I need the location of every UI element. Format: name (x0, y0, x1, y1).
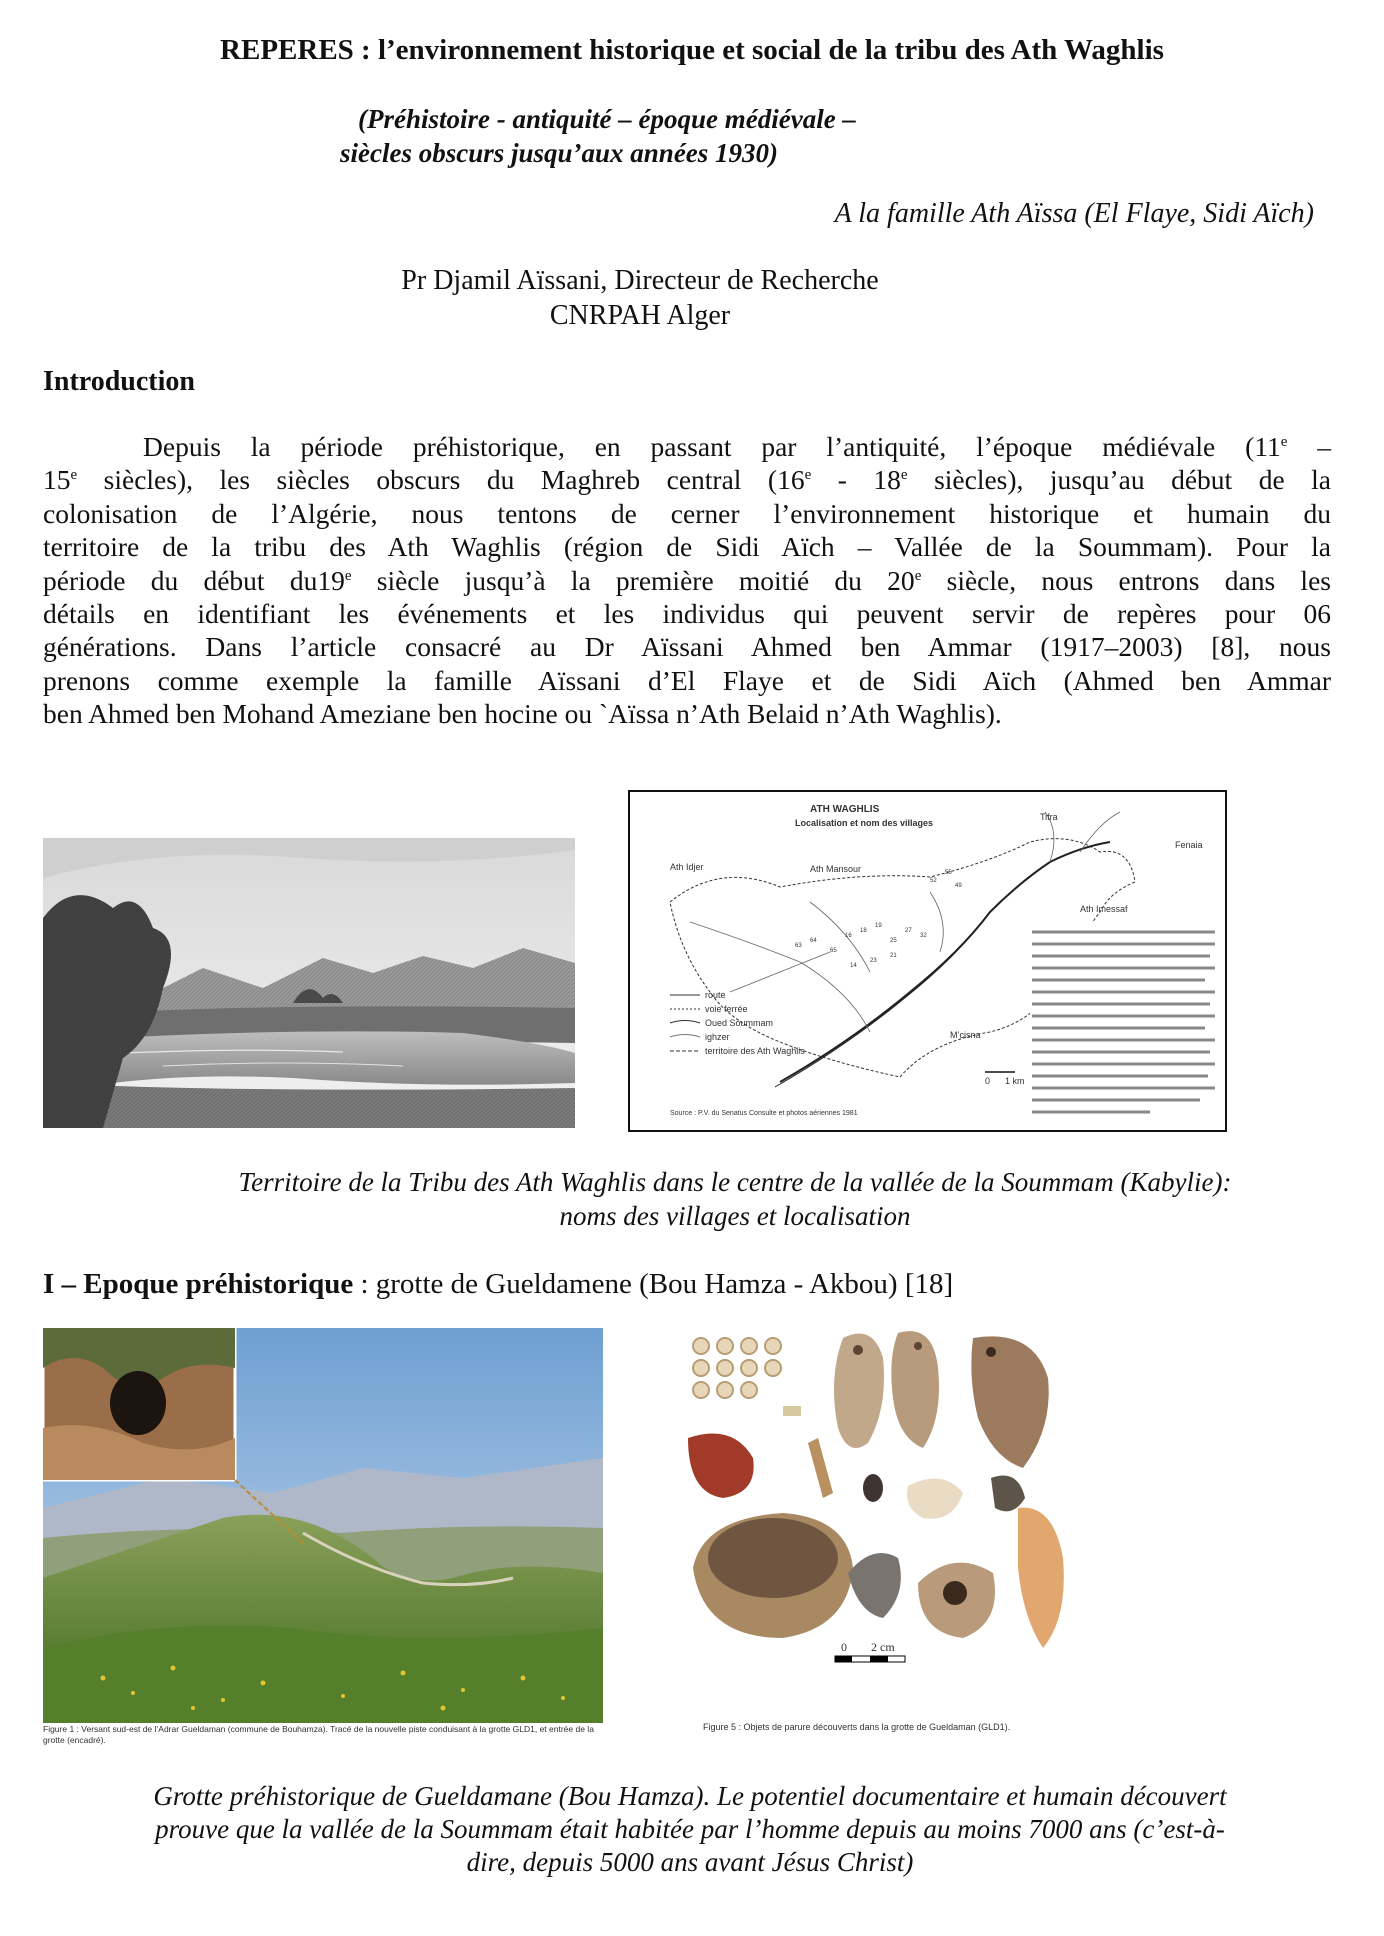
svg-text:63: 63 (795, 943, 802, 949)
text-run: siècle jusqu’à la première moitié du 20 (351, 564, 915, 596)
svg-text:55: 55 (945, 870, 952, 876)
svg-text:14: 14 (850, 963, 857, 969)
map-title: ATH WAGHLIS (810, 804, 880, 815)
map-label: M’cisna (950, 1030, 981, 1040)
paragraph-line (43, 564, 1331, 597)
section-subtitle: : grotte de Gueldamene (Bou Hamza - Akbou) [18] (353, 1268, 954, 1300)
paragraph-line (43, 697, 1331, 730)
map-legend-item: territoire des Ath Waghlis (705, 1046, 805, 1056)
svg-text:25: 25 (890, 938, 897, 944)
article-subtitle (340, 102, 1020, 170)
text-run: période du début du19 (43, 564, 345, 596)
svg-text:16: 16 (845, 933, 852, 939)
caption-line: dire, depuis 5000 ans avant Jésus Christ) (466, 1847, 914, 1877)
superscript: e (804, 467, 812, 484)
valley-engraving (43, 838, 575, 1128)
subtitle-line: siècles obscurs jusqu’aux années 1930) (340, 138, 779, 168)
artifact-scale: 0 2 cm (841, 1640, 895, 1654)
dedication: A la famille Ath Aïssa (El Flaye, Sidi Aïch) (834, 198, 1314, 229)
svg-text:23: 23 (870, 958, 877, 964)
paragraph-line (43, 597, 1331, 630)
paragraph-line (43, 497, 1331, 530)
text-run: Depuis la période préhistorique, en passant par l’antiquité, l’époque médiévale (11 (143, 431, 1281, 462)
text-run: prenons comme exemple la famille Aïssani d’El Flaye et de Sidi Aïch (Ahmed ben Ammar (43, 664, 1331, 696)
map-source: Source : P.V. du Senatus Consulte et photos aériennes 1981 (670, 1110, 858, 1117)
map-label: Fenaia (1175, 840, 1203, 850)
superscript: e (344, 567, 352, 584)
figure-caption (40, 1780, 1340, 1879)
village-map (628, 790, 1227, 1132)
map-legend-item: route (705, 990, 726, 1000)
superscript: e (1280, 433, 1288, 450)
svg-text:52: 52 (930, 878, 937, 884)
superscript: e (900, 467, 908, 484)
text-run: générations. Dans l’article consacré au Dr Aïssani Ahmed ben Ammar (1917–2003) [8], nous (43, 631, 1331, 663)
superscript: e (914, 567, 922, 584)
superscript: e (70, 467, 78, 484)
svg-text:49: 49 (955, 883, 962, 889)
intro-paragraph (43, 430, 1331, 731)
author-affiliation: CNRPAH Alger (549, 300, 731, 331)
svg-text:65: 65 (830, 948, 837, 954)
caption-line: noms des villages et localisation (559, 1201, 911, 1231)
text-run: siècle, nous entrons dans les (921, 564, 1331, 596)
text-run: - 18 (811, 464, 901, 496)
map-legend-item: Oued Soummam (705, 1018, 774, 1028)
svg-text:32: 32 (920, 933, 927, 939)
text-run: – (1287, 431, 1331, 462)
caption-line: Territoire de la Tribu des Ath Waghlis dans le centre de la vallée de la Soummam (Kabylie): (238, 1167, 1232, 1197)
paragraph-line (43, 430, 1331, 463)
map-label: Ath Imessaf (1080, 904, 1128, 914)
caption-line: prouve que la vallée de la Soummam était habitée par l’homme depuis au moins 7000 ans (c’est-à- (155, 1814, 1225, 1844)
paragraph-line (43, 664, 1331, 697)
section-title: I – Epoque préhistorique (43, 1268, 354, 1300)
map-legend-item: voie ferrée (705, 1004, 748, 1014)
subtitle-line: (Préhistoire - antiquité – époque médiévale – (358, 104, 856, 134)
map-scale: 0 1 km (985, 1076, 1025, 1086)
text-run: siècles), les siècles obscurs du Maghreb central (16 (77, 464, 805, 496)
photo-caption: Figure 1 : Versant sud-est de l’Adrar Gueldaman (commune de Bouhamza). Tracé de la nouvelle piste conduisant à la grotte GLD1, et entrée de la grotte (encadré). (43, 1724, 594, 1745)
text-run: ben Ahmed ben Mohand Ameziane ben hocine ou `Aïssa n’Ath Belaid n’Ath Waghlis). (43, 698, 1002, 730)
text-run: 15 (43, 464, 71, 496)
svg-text:19: 19 (875, 923, 882, 929)
svg-text:27: 27 (905, 928, 912, 934)
svg-text:64: 64 (810, 938, 817, 944)
artifacts-photo (673, 1318, 1171, 1738)
text-run: siècles), jusqu’au début de la (907, 464, 1331, 496)
section-heading (43, 1268, 953, 1301)
text-run: détails en identifiant les événements et les individus qui peuvent servir de repères pour 06 (43, 598, 1331, 630)
author-block (0, 263, 1280, 333)
figure-caption (90, 1165, 1380, 1233)
text-run: colonisation de l’Algérie, nous tentons de cerner l’environnement historique et humain du (43, 497, 1331, 529)
svg-text:18: 18 (860, 928, 867, 934)
photo-caption: Figure 5 : Objets de parure découverts dans la grotte de Gueldaman (GLD1). (703, 1722, 1011, 1732)
map-subtitle: Localisation et nom des villages (795, 818, 934, 828)
map-legend-item: ighzer (705, 1032, 730, 1042)
text-run: territoire de la tribu des Ath Waghlis (région de Sidi Aïch – Vallée de la Soummam). Pour la (43, 531, 1331, 563)
article-title: REPERES : l’environnement historique et social de la tribu des Ath Waghlis (220, 34, 1164, 66)
map-label: Ath Idjer (670, 862, 704, 872)
author-line: Pr Djamil Aïssani, Directeur de Recherche (401, 265, 879, 296)
cave-photo (43, 1328, 603, 1746)
map-label: Tifra (1040, 812, 1058, 822)
paragraph-line (43, 630, 1331, 663)
svg-text:21: 21 (890, 953, 897, 959)
paragraph-line (43, 463, 1331, 496)
caption-line: Grotte préhistorique de Gueldamane (Bou Hamza). Le potentiel documentaire et humain découvert (153, 1781, 1227, 1811)
paragraph-line (43, 530, 1331, 563)
intro-heading: Introduction (43, 366, 195, 397)
map-label: Ath Mansour (810, 864, 862, 874)
